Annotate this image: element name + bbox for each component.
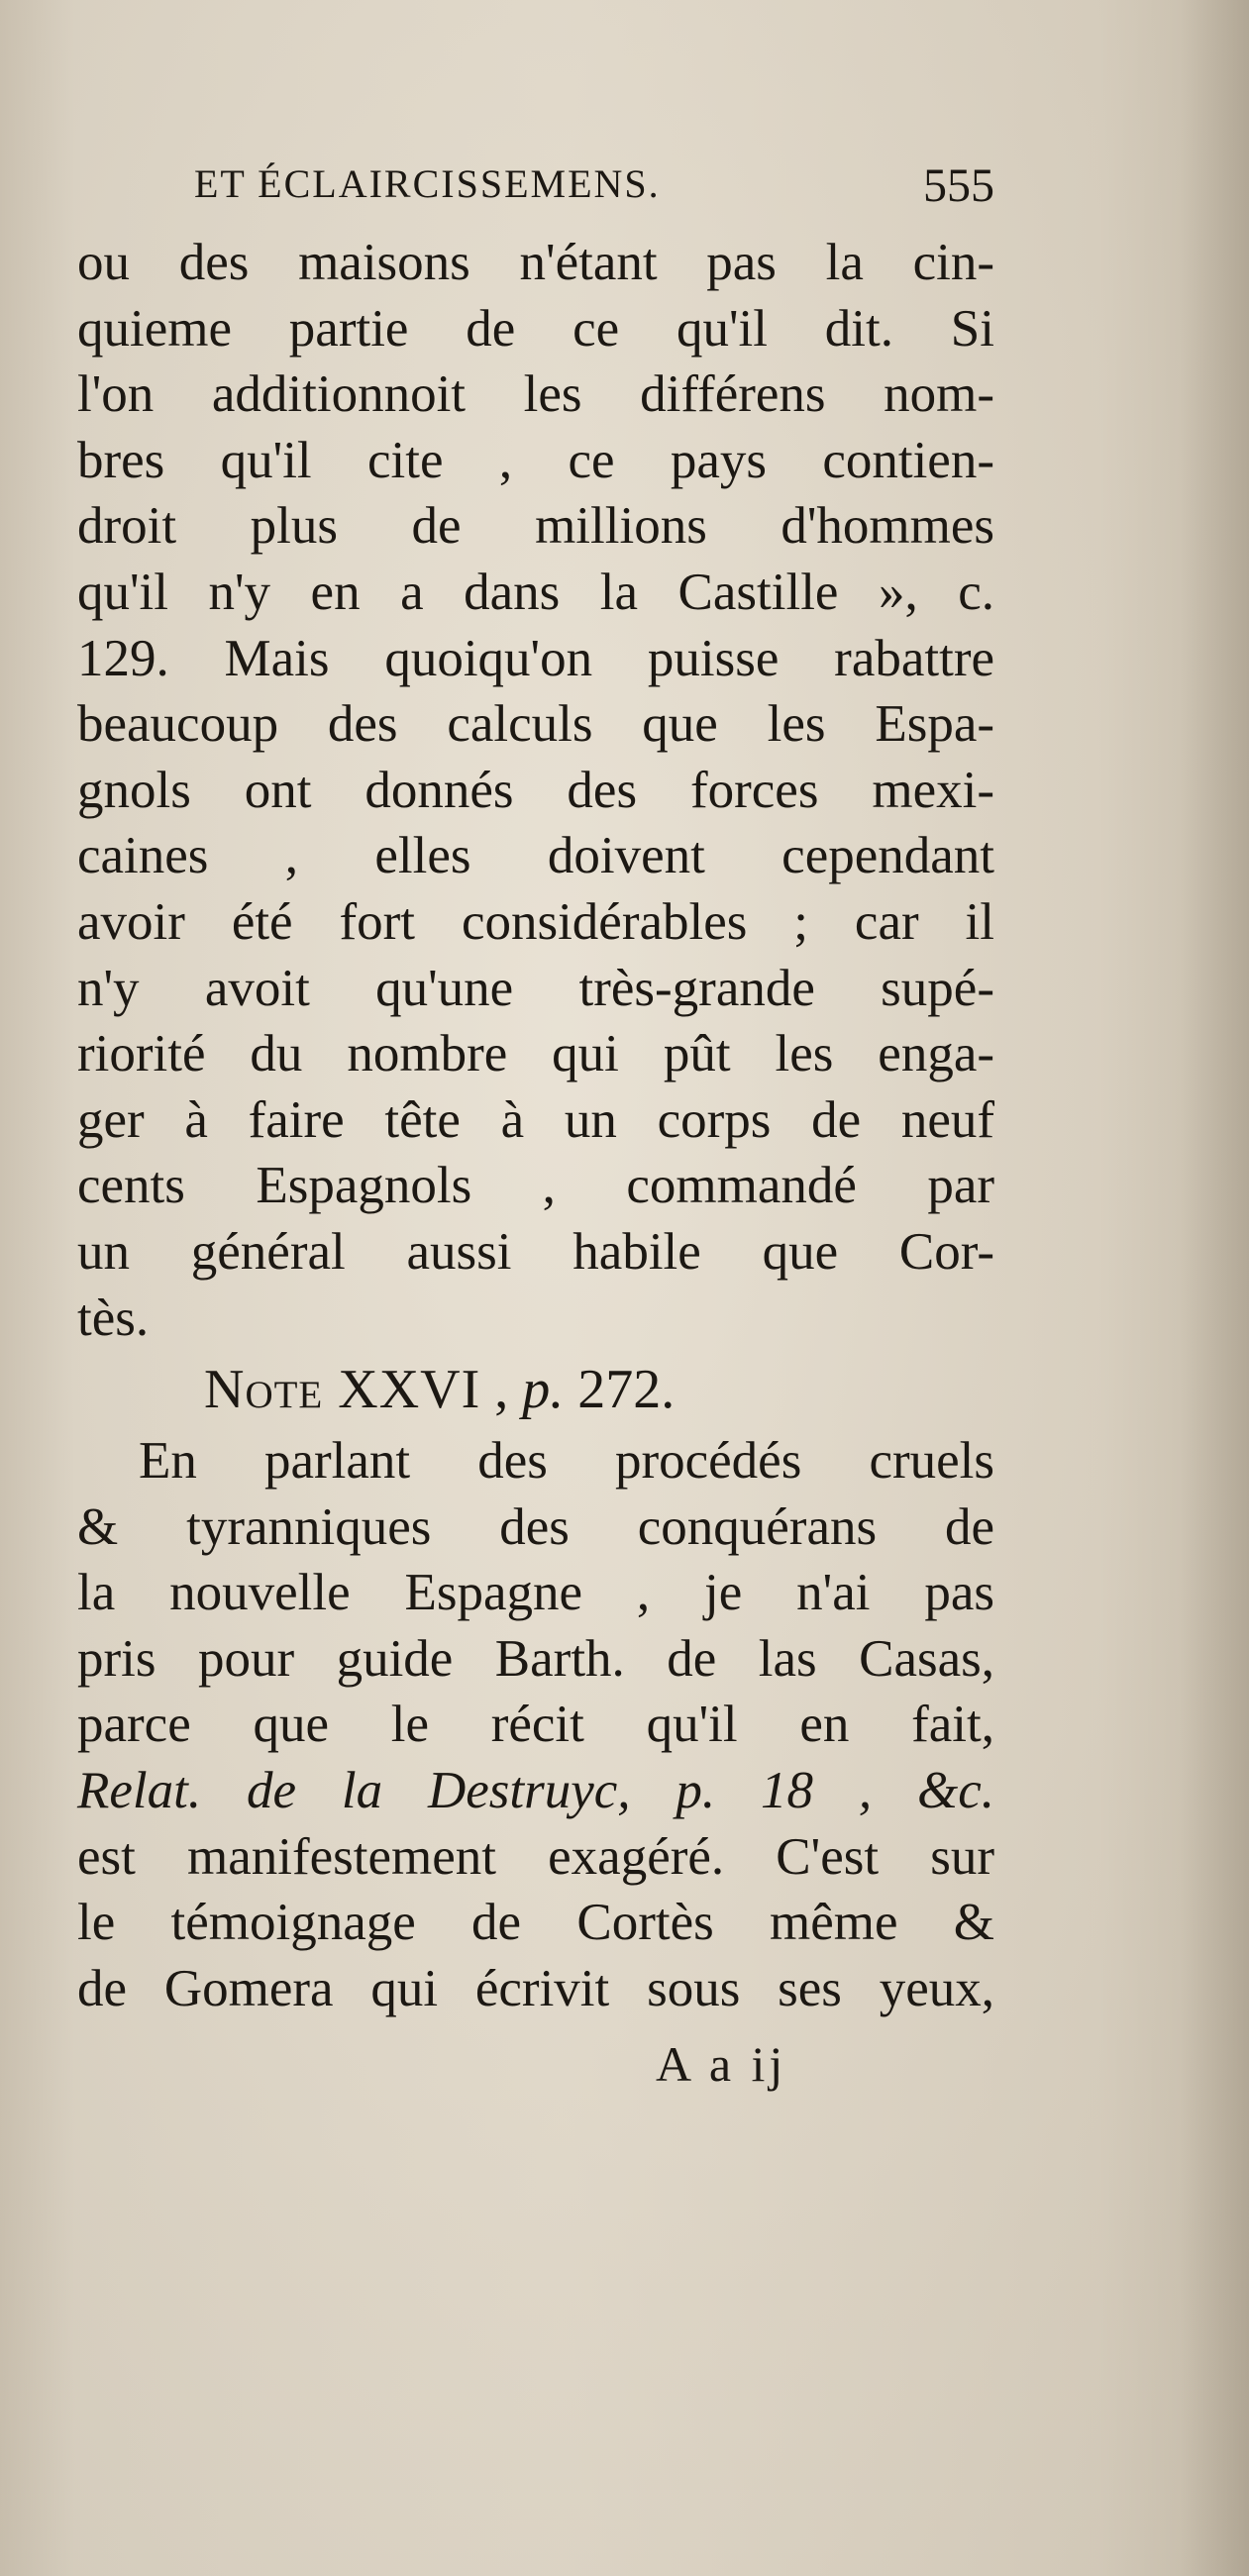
text-line: riorité du nombre qui pût les enga- [77, 1025, 994, 1083]
text-line: cents Espagnols , commandé par [77, 1157, 994, 1215]
text-line: quieme partie de ce qu'il dit. Si [77, 299, 994, 358]
body-paragraph [77, 230, 994, 1351]
running-head [77, 160, 994, 230]
note-page-number: 272. [564, 1359, 676, 1421]
text-line: 129. Mais quoiqu'on puisse rabattre [77, 629, 994, 687]
note-label: Note XXVI [204, 1359, 481, 1421]
text-line: bres qu'il cite , ce pays contien- [77, 431, 994, 489]
text-line: caines , elles doivent cependant [77, 827, 994, 885]
page-edge-shadow [1180, 0, 1249, 2576]
text-line: ger à faire tête à un corps de neuf [77, 1090, 994, 1149]
text-line: gnols ont donnés des forces mexi- [77, 761, 994, 819]
text-line: parce que le récit qu'il en fait, [77, 1696, 994, 1754]
text-line: tès. [77, 1288, 150, 1347]
text-line: qu'il n'y en a dans la Castille », c. [77, 563, 994, 621]
text-line: avoir été fort considérables ; car il [77, 892, 994, 951]
text-line: ou des maisons n'étant pas la cin- [77, 234, 994, 291]
text-line: de Gomera qui écrivit sous ses yeux, [77, 1959, 994, 2017]
text-line: la nouvelle Espagne , je n'ai pas [77, 1564, 994, 1622]
text-line: n'y avoit qu'une très-grande supé- [77, 959, 994, 1017]
text-block [77, 160, 994, 2021]
note-page-ref: p. [522, 1359, 565, 1421]
page-number: 555 [923, 159, 994, 212]
text-line: droit plus de millions d'hommes [77, 497, 994, 556]
text-line: En parlant des procédés cruels [139, 1432, 994, 1491]
text-line: beaucoup des calculs que les Espa- [77, 695, 994, 754]
text-line: l'on additionnoit les différens nom- [77, 365, 994, 424]
text-line: Relat. de la Destruyc, p. 18 , &c. [77, 1762, 994, 1820]
running-title: ET ÉCLAIRCISSEMENS. [194, 161, 661, 206]
text-line: & tyranniques des conquérans de [77, 1497, 994, 1556]
text-line: un général aussi habile que Cor- [77, 1222, 994, 1281]
text-line: est manifestement exagéré. C'est sur [77, 1827, 994, 1886]
note-heading [77, 1351, 994, 1428]
printer-signature: A a ij [656, 2036, 787, 2092]
note-paragraph [77, 1428, 994, 2021]
text-line: pris pour guide Barth. de las Casas, [77, 1629, 994, 1688]
note-separator: , [480, 1359, 523, 1421]
text-line: le témoignage de Cortès même & [77, 1894, 994, 1952]
